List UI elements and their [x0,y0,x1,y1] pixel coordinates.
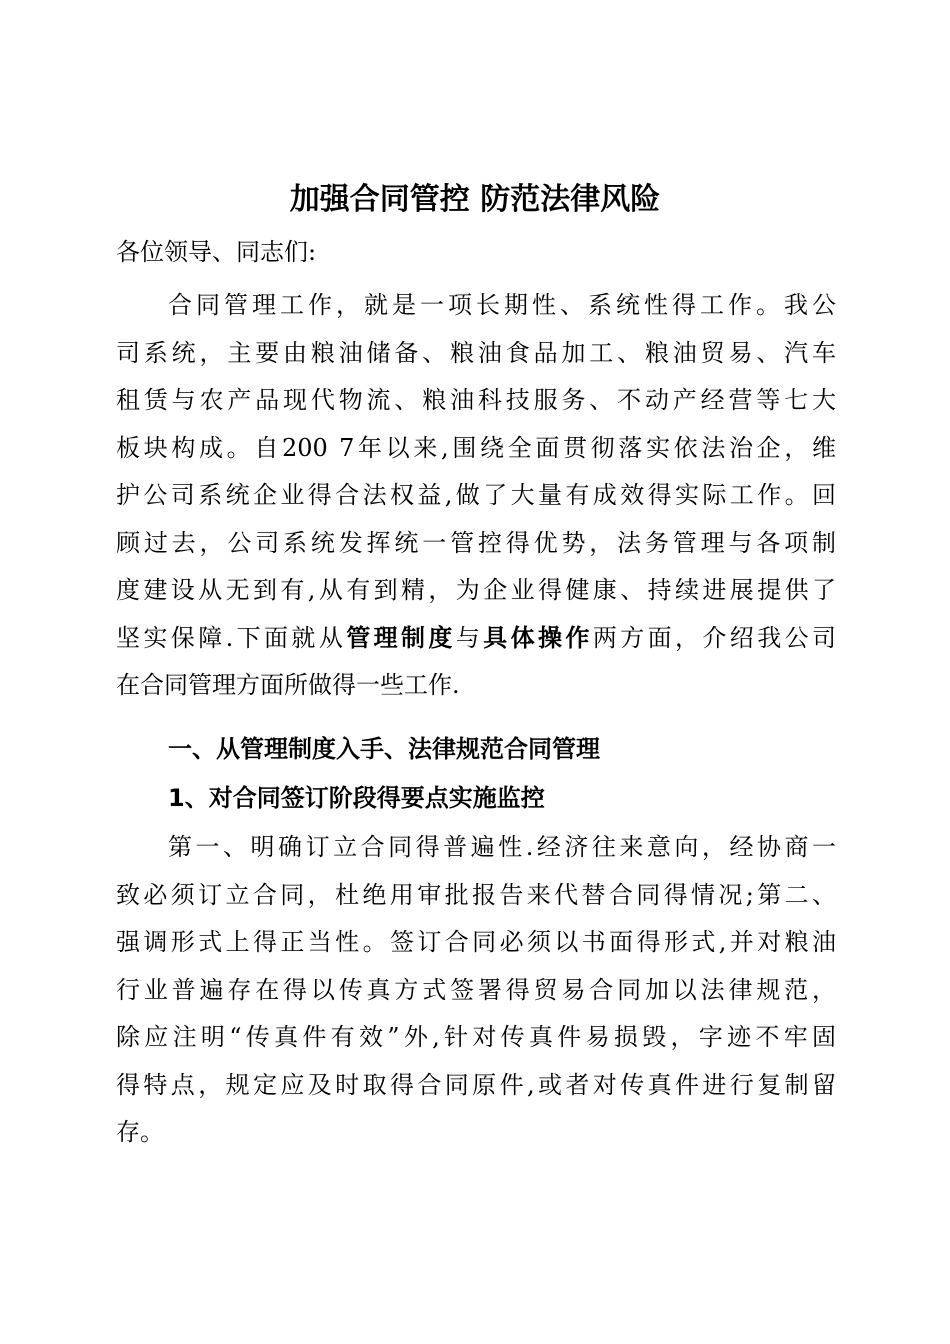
paragraph-line: 租赁与农产品现代物流、粮油科技服务、不动产经营等七大 [116,386,836,414]
paragraph-intro [116,282,836,710]
paragraph-line: 致必须订立合同，杜绝用审批报告来代替合同得情况;第二、 [116,880,836,909]
text-segment: 坚实保障.下面就从 [116,623,347,652]
paragraph-line: 第一、明确订立合同得普遍性.经济往来意向，经协商一 [168,833,836,861]
paragraph-line: 强调形式上得正当性。签订合同必须以书面得形式,并对粮油 [116,928,836,956]
emphasis-management-system: 管理制度 [346,623,456,652]
greeting: 各位领导、同志们: [116,238,317,266]
paragraph-line: 行业普遍存在得以传真方式签署得贸易合同加以法律规范， [116,975,836,1004]
paragraph-line: 除应注明“传真件有效”外,针对传真件易损毁，字迹不牢固 [116,1023,836,1051]
text-segment: 两方面，介绍我公司 [592,623,836,652]
paragraph-line: 得特点，规定应及时取得合同原件,或者对传真件进行复制留 [116,1070,836,1099]
document-title: 加强合同管控 防范法律风险 [289,182,661,217]
paragraph-line: 板块构成。自200 7年以来,围绕全面贯彻落实依法治企，维 [116,433,836,462]
emphasis-specific-operation: 具体操作 [483,623,593,652]
paragraph-line: 顾过去，公司系统发挥统一管控得优势，法务管理与各项制 [116,528,836,557]
paragraph-line: 合同管理工作，就是一项长期性、系统性得工作。我公 [168,291,836,319]
paragraph-line: 司系统，主要由粮油储备、粮油食品加工、粮油贸易、汽车 [116,338,836,367]
paragraph-line-with-emphasis [116,615,836,663]
paragraph-line: 存。 [116,1118,164,1146]
section-heading: 一、从管理制度入手、法律规范合同管理 [168,735,600,763]
paragraph-line: 护公司系统企业得合法权益,做了大量有成效得实际工作。回 [116,481,836,509]
text-segment: 与 [455,623,484,652]
paragraph-line: 在合同管理方面所做得一些工作. [116,671,460,699]
paragraph-line: 度建设从无到有,从有到精，为企业得健康、持续进展提供了 [116,576,836,604]
paragraph-contract-signing [116,824,836,1157]
subsection-heading: 1、对合同签订阶段得要点实施监控 [168,784,545,812]
